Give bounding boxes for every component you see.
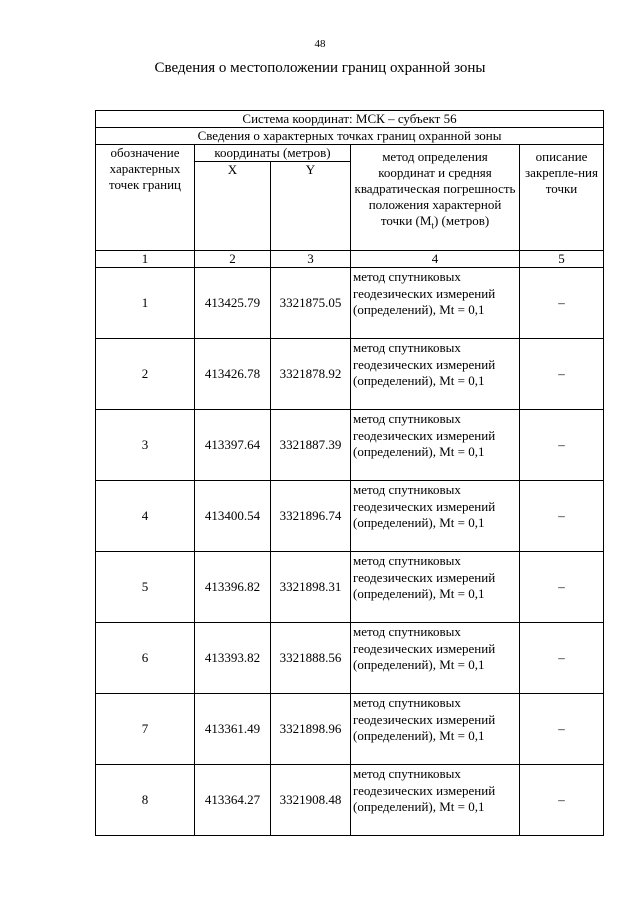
y-value: 3321875.05	[271, 268, 351, 339]
coords-header: координаты (метров)	[195, 145, 351, 162]
designation-header: обозначение характерных точек границ	[96, 145, 195, 251]
x-value: 413361.49	[195, 694, 271, 765]
description-value: –	[520, 339, 604, 410]
x-header: X	[195, 162, 271, 251]
x-value: 413364.27	[195, 765, 271, 836]
x-value: 413425.79	[195, 268, 271, 339]
coordinates-table	[95, 110, 604, 836]
y-value: 3321898.96	[271, 694, 351, 765]
table-row	[96, 694, 604, 765]
point-number: 8	[96, 765, 195, 836]
table-row	[96, 268, 604, 339]
y-value: 3321896.74	[271, 481, 351, 552]
method-value: метод спутниковых геодезических измерений (определений), Mt = 0,1	[351, 268, 520, 339]
y-value: 3321908.48	[271, 765, 351, 836]
x-value: 413396.82	[195, 552, 271, 623]
method-value: метод спутниковых геодезических измерений (определений), Mt = 0,1	[351, 339, 520, 410]
point-number: 3	[96, 410, 195, 481]
description-value: –	[520, 694, 604, 765]
col-number-4: 4	[351, 251, 520, 268]
table-row	[96, 765, 604, 836]
x-value: 413426.78	[195, 339, 271, 410]
points-info-header: Сведения о характерных точках границ охранной зоны	[96, 128, 604, 145]
y-value: 3321888.56	[271, 623, 351, 694]
x-value: 413400.54	[195, 481, 271, 552]
description-value: –	[520, 765, 604, 836]
method-value: метод спутниковых геодезических измерений (определений), Mt = 0,1	[351, 552, 520, 623]
col-number-5: 5	[520, 251, 604, 268]
table-row	[96, 410, 604, 481]
method-value: метод спутниковых геодезических измерений (определений), Mt = 0,1	[351, 481, 520, 552]
method-value: метод спутниковых геодезических измерений (определений), Mt = 0,1	[351, 410, 520, 481]
method-value: метод спутниковых геодезических измерений (определений), Mt = 0,1	[351, 694, 520, 765]
description-value: –	[520, 268, 604, 339]
y-header: Y	[271, 162, 351, 251]
point-number: 2	[96, 339, 195, 410]
method-header-tail: ) (метров)	[433, 213, 490, 228]
point-number: 5	[96, 552, 195, 623]
table-row	[96, 552, 604, 623]
table-row	[96, 623, 604, 694]
x-value: 413393.82	[195, 623, 271, 694]
table-row	[96, 481, 604, 552]
y-value: 3321898.31	[271, 552, 351, 623]
y-value: 3321878.92	[271, 339, 351, 410]
y-value: 3321887.39	[271, 410, 351, 481]
col-number-1: 1	[96, 251, 195, 268]
point-number: 1	[96, 268, 195, 339]
method-header	[351, 145, 520, 251]
method-header-text: метод определения координат и средняя квадратическая погрешность положения характерной точки (M	[354, 149, 516, 228]
table-row	[96, 339, 604, 410]
method-header-subscript: t	[431, 220, 434, 231]
page-number: 48	[314, 38, 326, 50]
point-number: 6	[96, 623, 195, 694]
point-number: 7	[96, 694, 195, 765]
description-value: –	[520, 410, 604, 481]
description-value: –	[520, 552, 604, 623]
col-number-2: 2	[195, 251, 271, 268]
method-value: метод спутниковых геодезических измерений (определений), Mt = 0,1	[351, 623, 520, 694]
x-value: 413397.64	[195, 410, 271, 481]
col-number-3: 3	[271, 251, 351, 268]
description-value: –	[520, 481, 604, 552]
method-value: метод спутниковых геодезических измерений (определений), Mt = 0,1	[351, 765, 520, 836]
description-header: описание закрепле-ния точки	[520, 145, 604, 251]
point-number: 4	[96, 481, 195, 552]
description-value: –	[520, 623, 604, 694]
document-title: Сведения о местоположении границ охранной зоны	[154, 60, 486, 76]
coordinate-system-header: Система координат: МСК – субъект 56	[96, 111, 604, 128]
